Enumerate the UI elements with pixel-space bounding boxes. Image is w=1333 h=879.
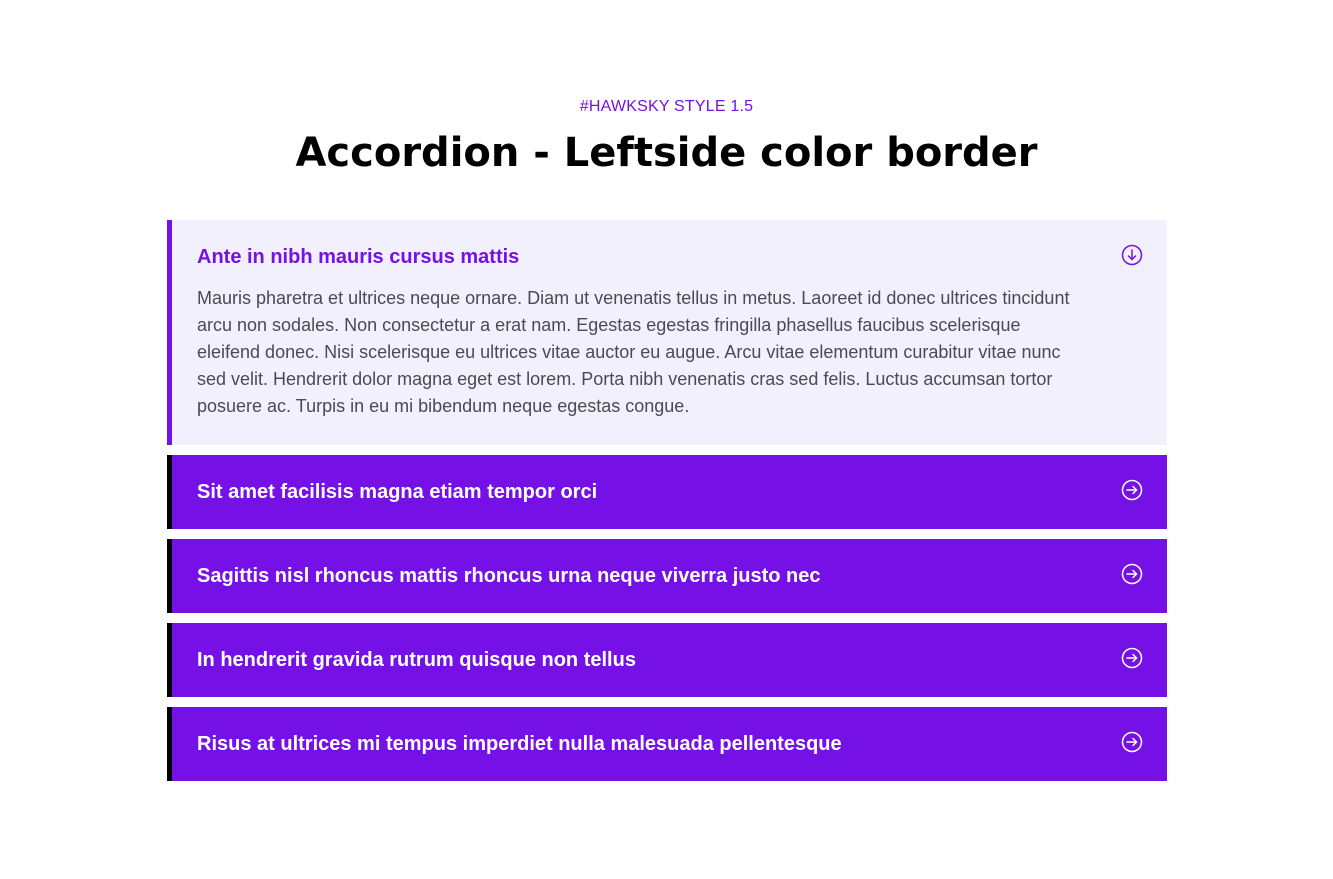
accordion <box>167 220 1167 791</box>
accordion-title: Ante in nibh mauris cursus mattis <box>197 245 520 268</box>
accordion-header-1[interactable] <box>172 220 1167 293</box>
arrow-right-circle-icon[interactable] <box>1121 731 1143 753</box>
accordion-item-5 <box>167 707 1167 781</box>
section-eyebrow: #HAWKSKY STYLE 1.5 <box>579 98 754 115</box>
accordion-title: In hendrerit gravida rutrum quisque non tellus <box>197 649 636 671</box>
accordion-title: Sit amet facilisis magna etiam tempor orci <box>197 481 598 503</box>
accordion-body-1: Mauris pharetra et ultrices neque ornare. Diam ut venenatis tellus in metus. Laoreet id donec ultrices tincidunt arcu non sodales. Non consectetur a erat nam. Egestas egestas fringilla phasellus faucibus scelerisque eleifend donec. Nisi scelerisque eu ultrices vitae auctor eu augue. Arcu vitae elementum curabitur vitae nunc sed velit. Hendrerit dolor magna eget est lorem. Porta nibh venenatis cras sed felis. Luctus accumsan tortor posuere ac. Turpis in eu mi bibendum neque egestas congue. <box>197 288 1070 416</box>
arrow-right-circle-icon[interactable] <box>1121 563 1143 585</box>
arrow-right-circle-icon[interactable] <box>1121 479 1143 501</box>
accordion-item-1 <box>167 220 1167 445</box>
accordion-item-4 <box>167 623 1167 697</box>
arrow-right-circle-icon[interactable] <box>1121 647 1143 669</box>
page-title: Accordion - Leftside color border <box>295 130 1038 176</box>
accordion-title: Risus at ultrices mi tempus imperdiet nulla malesuada pellentesque <box>197 733 842 755</box>
accordion-header-3[interactable] <box>172 539 1167 613</box>
accordion-header-2[interactable] <box>172 455 1167 529</box>
accordion-header-5[interactable] <box>172 707 1167 781</box>
accordion-header-4[interactable] <box>172 623 1167 697</box>
accordion-item-2 <box>167 455 1167 529</box>
arrow-down-circle-icon[interactable] <box>1121 244 1143 266</box>
accordion-title: Sagittis nisl rhoncus mattis rhoncus urna neque viverra justo nec <box>197 565 821 587</box>
accordion-item-3 <box>167 539 1167 613</box>
